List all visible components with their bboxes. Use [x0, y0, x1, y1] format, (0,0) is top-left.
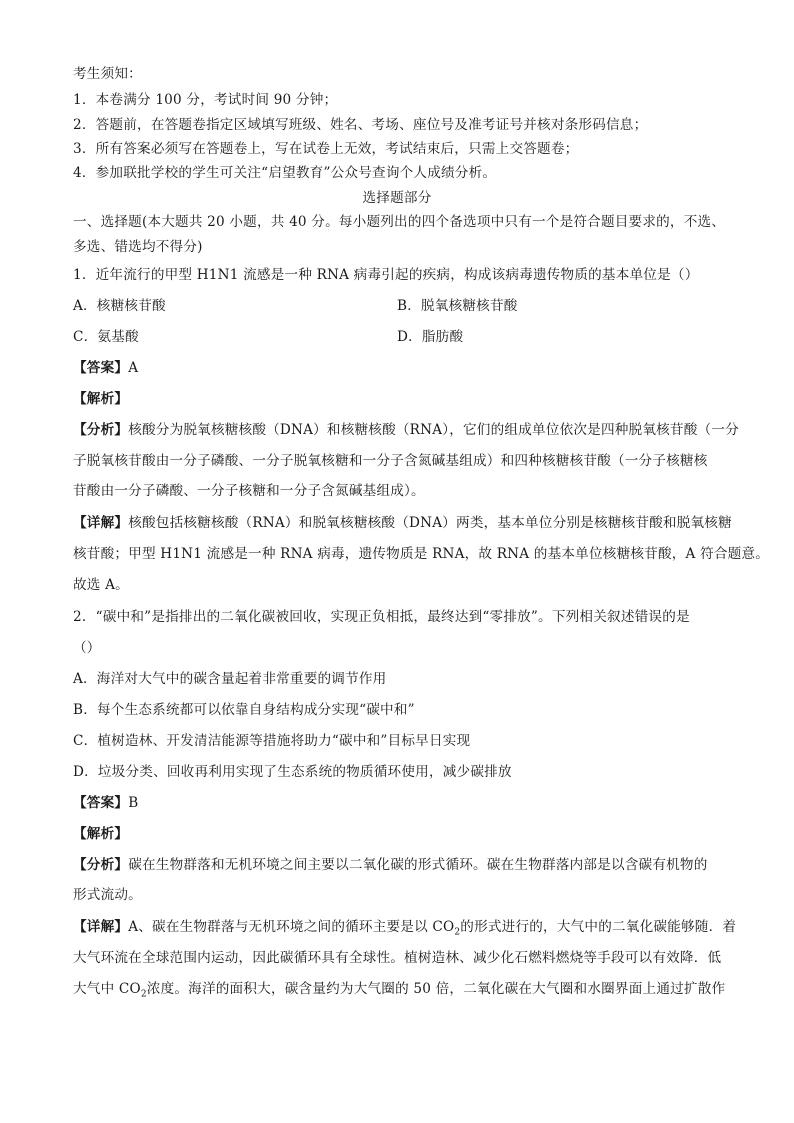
q2-option-b: B．每个生态系统都可以依靠自身结构成分实现“碳中和”	[73, 702, 415, 718]
q1-xiangjie-line-1	[73, 513, 732, 533]
q2-analysis-tag	[73, 824, 128, 844]
xiangjie-text-a: 大气中 CO	[73, 981, 141, 997]
q1-fenxi-line-2: 子脱氧核苷酸由一分子磷酸、一分子脱氧核糖和一分子含氮碱基组成）和四种核糖核苷酸（一分子核糖核	[73, 453, 708, 469]
q1-option-a: A．核糖核苷酸	[73, 298, 166, 314]
q1-xiangjie-line-2: 核苷酸；甲型 H1N1 流感是一种 RNA 病毒，遗传物质是 RNA，故 RNA 的基本单位核糖核苷酸，A 符合题意。	[73, 546, 770, 562]
q2-stem-line-2: （）	[73, 640, 101, 656]
fenxi-text: 碳在生物群落和无机环境之间主要以二氧化碳的形式循环。碳在生物群落内部是以含碳有机物的	[128, 857, 708, 873]
part-intro-line-1: 一、选择题(本大题共 20 小题，共 40 分。每小题列出的四个备选项中只有一个是符合题目要求的，不选、	[73, 214, 726, 230]
fenxi-tag: 【分析】	[73, 857, 129, 873]
xiangjie-text-b: 浓度。海洋的面积大，碳含量约为大气圈的 50 倍，二氧化碳在大气圈和水圈界面上通过扩散作	[146, 981, 726, 997]
q1-xiangjie-line-3: 故选 A。	[73, 577, 129, 593]
xiangjie-text: 核酸包括核糖核酸（RNA）和脱氧核糖核酸（DNA）两类，基本单位分别是核糖核苷酸和脱氧核糖	[128, 515, 732, 531]
subscript-2: 2	[454, 927, 461, 938]
answer-value: A	[128, 360, 139, 376]
q2-fenxi-line-2: 形式流动。	[73, 887, 142, 903]
q2-option-c: C．植树造林、开发清洁能源等措施将助力“碳中和”目标早日实现	[73, 733, 471, 749]
q2-option-a: A．海洋对大气中的碳含量起着非常重要的调节作用	[73, 671, 387, 687]
q1-fenxi-line-3: 苷酸由一分子磷酸、一分子核糖和一分子含氮碱基组成）。	[73, 483, 425, 499]
q1-fenxi-line-1	[73, 420, 739, 440]
q2-xiangjie-line-2: 大气环流在全球范围内运动，因此碳循环具有全球性。植树造林、减少化石燃料燃烧等手段可以有效降．低	[73, 950, 722, 966]
notice-item-1: 1．本卷满分 100 分，考试时间 90 分钟；	[73, 92, 338, 108]
notice-heading: 考生须知：	[73, 66, 142, 82]
xiangjie-tag: 【详解】	[73, 515, 129, 531]
section-title: 选择题部分	[362, 190, 432, 206]
q1-analysis-tag	[73, 389, 128, 409]
q1-stem: 1．近年流行的甲型 H1N1 流感是一种 RNA 病毒引起的疾病，构成该病毒遗传物质的基本单位是（）	[73, 267, 699, 283]
notice-item-2: 2．答题前，在答题卷指定区域填写班级、姓名、考场、座位号及准考证号并核对条形码信息；	[73, 117, 648, 133]
answer-tag: 【答案】	[73, 795, 129, 811]
fenxi-tag: 【分析】	[73, 422, 129, 438]
q1-option-b: B．脱氧核糖核苷酸	[397, 298, 518, 314]
q2-fenxi-line-1	[73, 855, 708, 875]
q2-option-d: D．垃圾分类、回收再利用实现了生态系统的物质循环使用，减少碳排放	[73, 764, 512, 780]
q2-answer	[73, 793, 138, 813]
q1-option-d: D．脂肪酸	[397, 329, 464, 345]
q2-stem-line-1: 2．“碳中和”是指排出的二氧化碳被回收，实现正负相抵，最终达到“零排放”。下列相关叙述错误的是	[73, 609, 690, 625]
answer-value: B	[128, 795, 139, 811]
notice-item-4: 4．参加联批学校的学生可关注“启望教育”公众号查询个人成绩分析。	[73, 165, 497, 181]
notice-item-3: 3．所有答案必须写在答题卷上，写在试卷上无效，考试结束后，只需上交答题卷；	[73, 141, 579, 157]
xiangjie-text-b: 的形式进行的，大气中的二氧化碳能够随．着	[460, 919, 737, 935]
analysis-tag: 【解析】	[73, 826, 129, 842]
xiangjie-text-a: A、碳在生物群落与无机环境之间的循环主要是以 CO	[128, 919, 455, 935]
subscript-2: 2	[140, 989, 147, 1000]
q1-option-c: C．氨基酸	[73, 329, 139, 345]
analysis-tag: 【解析】	[73, 391, 129, 407]
q1-answer	[73, 358, 138, 378]
answer-tag: 【答案】	[73, 360, 129, 376]
xiangjie-tag: 【详解】	[73, 919, 129, 935]
part-intro-line-2: 多选、错选均不得分)	[73, 239, 203, 255]
q2-xiangjie-line-3	[73, 979, 725, 999]
q2-xiangjie-line-1	[73, 917, 736, 937]
fenxi-text: 核酸分为脱氧核糖核酸（DNA）和核糖核酸（RNA），它们的组成单位依次是四种脱氧核苷酸（一分	[128, 422, 739, 438]
